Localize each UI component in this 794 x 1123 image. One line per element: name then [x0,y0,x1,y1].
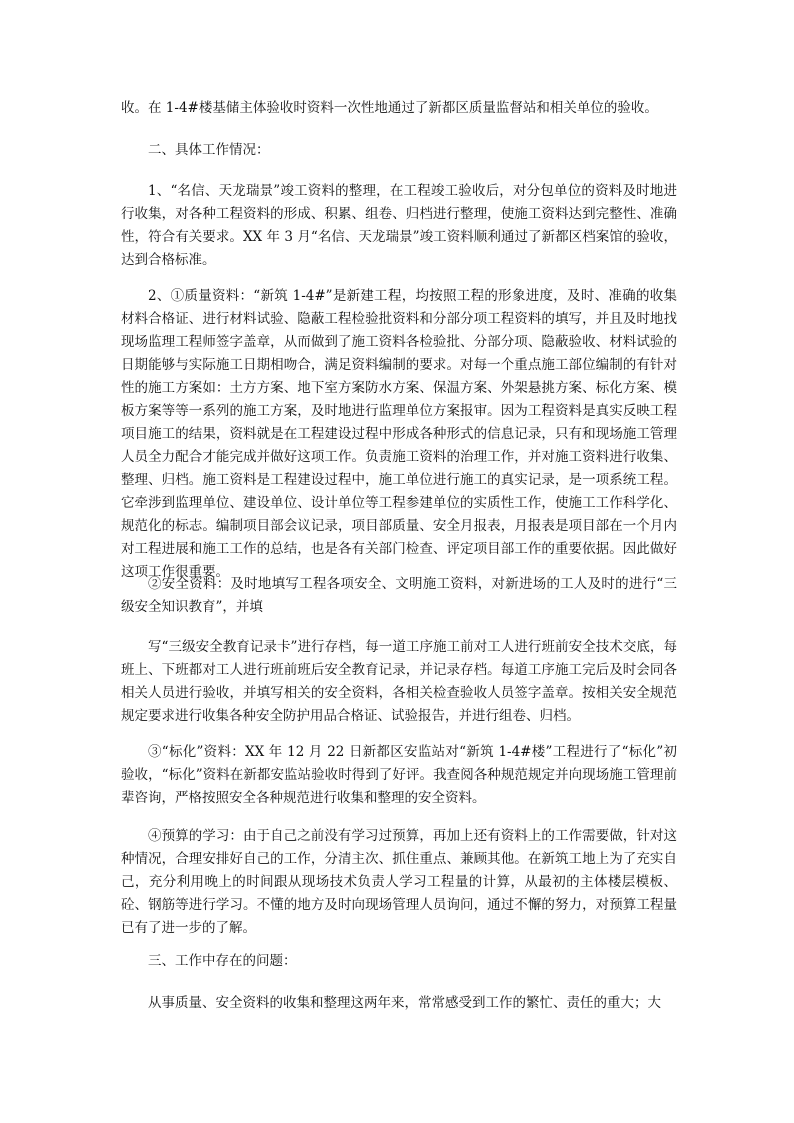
paragraph-problems: 从事质量、安全资料的收集和整理这两年来，常常感受到工作的繁忙、责任的重大；大 [148,995,661,1011]
paragraph-continuation: 收。在 1-4#楼基储主体验收时资料一次性地通过了新都区质量监督站和相关单位的验收。 [121,100,658,116]
paragraph-completion-docs: 1、“名信、天龙瑞景”竣工资料的整理，在工程竣工验收后，对分包单位的资料及时地进行收集，对各种工程资料的形成、积累、组卷、归档进行整理，使施工资料达到完整性、准确性，符合有关要求。XX 年 3 月“名信、天龙瑞景”竣工资料顺利通过了新都区档案馆的验收，达到合格标准。 [121,183,677,268]
paragraph-standardization-docs: ③“标化”资料：XX 年 12 月 22 日新都区安监站对“新筑 1-4#楼”工程进行了“标化”初验收，“标化”资料在新都安监站验收时得到了好评。我查阅各种规范规定并向现场施工管理前辈咨询，严格按照安全各种规范进行收集和整理的安全资料。 [121,744,677,806]
paragraph-safety-docs: ②安全资料：及时地填写工程各项安全、文明施工资料，对新进场的工人及时的进行“三级安全知识教育”，并填 [121,576,677,615]
section-heading-problems: 三、工作中存在的问题： [148,953,297,969]
paragraph-safety-records: 写“三级安全教育记录卡”进行存档，每一道工序施工前对工人进行班前安全技术交底，每班上、下班都对工人进行班前班后安全教育记录，并记录存档。每道工序施工完后及时会同各相关人员进行验收，并填写相关的安全资料，各相关检查验收人员签字盖章。按相关安全规范规定要求进行收集各种安全防护用品合格证、试验报告，并进行组卷、归档。 [121,639,677,724]
paragraph-budget-study: ④预算的学习：由于自己之前没有学习过预算，再加上还有资料上的工作需要做，针对这种情况，合理安排好自己的工作，分清主次、抓住重点、兼顾其他。在新筑工地上为了充实自己，充分利用晚上的时间跟从现场技术负责人学习工程量的计算，从最初的主体楼层模板、砼、钢筋等进行学习。不懂的地方及时向现场管理人员询问，通过不懈的努力，对预算工程量已有了进一步的了解。 [121,828,677,936]
paragraph-quality-docs: 2、①质量资料：“新筑 1-4#”是新建工程，均按照工程的形象进度，及时、准确的收集材料合格证、进行材料试验、隐蔽工程检验批资料和分部分项工程资料的填写，并且及时地找现场监理工程师签字盖章，从而做到了施工资料各检验批、分部分项、隐蔽验收、材料试验的日期能够与实际施工日期相吻合，满足资料编制的要求。对每一个重点施工部位编制的有针对性的施工方案如：土方方案、地下室方案防水方案、保温方案、外架悬挑方案、标化方案、模板方案等等一系列的施工方案，及时地进行监理单位方案报审。因为工程资料是真实反映工程项目施工的结果，资料就是在工程建设过程中形成各种形式的信息记录，只有和现场施工管理人员全力配合才能完成并做好这项工作。负责施工资料的治理工作，并对施工资料进行收集、整理、归档。施工资料是工程建设过程中，施工单位进行施工的真实记录，是一项系统工程。它牵涉到监理单位、建设单位、设计单位等工程参建单位的实质性工作，使施工工作科学化、规范化的标志。编制项目部会议记录，项目部质量、安全月报表，月报表是项目部在一个月内对工程进展和施工工作的总结，也是各有关部门检查、评定项目部工作的重要依据。因此做好这项工作很重要。 [121,288,677,580]
section-heading-work-details: 二、具体工作情况： [148,142,270,158]
